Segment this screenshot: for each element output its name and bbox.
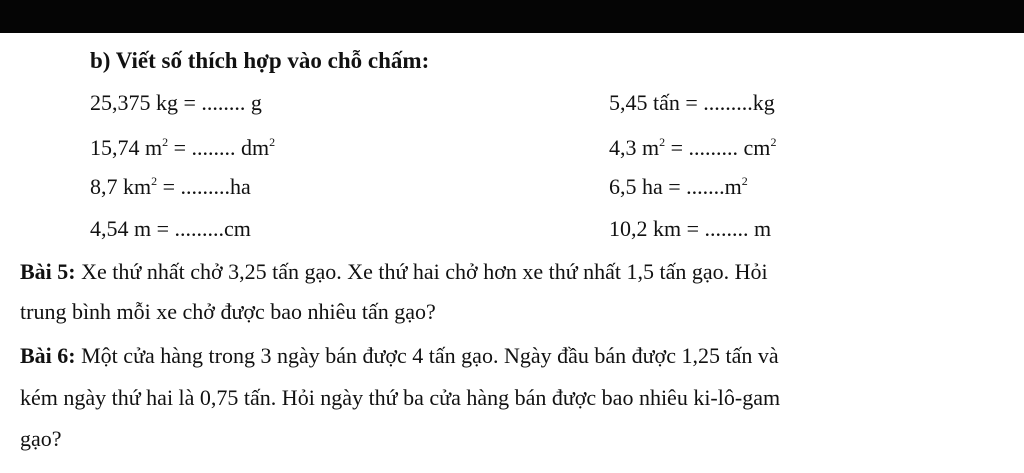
conversion-lhs: 8,7 km [90,174,152,199]
fill-blank: ....... [686,174,725,199]
conversion-unit: m [724,174,742,199]
problem-6-line-2: kém ngày thứ hai là 0,75 tấn. Hỏi ngày thứ ba cửa hàng bán được bao nhiêu ki-lô-gam [20,385,781,410]
conversion-row [609,134,776,162]
conversion-lhs: 5,45 tấn = [609,90,704,115]
conversion-row [609,215,771,243]
problem-5-text: Xe thứ nhất chở 3,25 tấn gạo. Xe thứ hai chở hơn xe thứ nhất 1,5 tấn gạo. Hỏi [75,259,768,284]
conversion-lhs: 4,3 m [609,135,660,160]
exponent: 2 [770,135,777,149]
problem-6-label: Bài 6: [20,343,76,368]
conversion-unit: cm [224,216,251,241]
conversion-row [90,89,262,117]
conversion-unit: g [245,90,262,115]
conversion-unit: kg [752,90,775,115]
problem-5-line-2: trung bình mỗi xe chở được bao nhiêu tấn gạo? [20,299,436,324]
conversion-lhs: 4,54 m = [90,216,175,241]
conversion-row [90,134,275,162]
exponent: 2 [269,135,276,149]
conversion-lhs: 15,74 m [90,135,163,160]
problem-5-label: Bài 5: [20,259,76,284]
exponent: 2 [741,174,748,188]
exponent: 2 [162,135,169,149]
fill-blank: ........ [201,90,246,115]
conversion-unit: dm [235,135,270,160]
conversion-unit: m [748,216,772,241]
fill-blank: ........ [704,216,749,241]
equals-sign: = [168,135,192,160]
problem-6-text: Một cửa hàng trong 3 ngày bán được 4 tấn gạo. Ngày đầu bán được 1,25 tấn và [75,343,779,368]
conversion-row [90,173,251,201]
exponent: 2 [659,135,666,149]
problem-5-line-1 [20,258,768,286]
conversion-row [90,215,251,243]
fill-blank: ......... [688,135,739,160]
equals-sign: = [157,174,181,199]
conversion-row [609,89,775,117]
fill-blank: ......... [174,216,225,241]
equals-sign: = [665,135,689,160]
conversion-lhs: 6,5 ha = [609,174,687,199]
fill-blank: ......... [703,90,753,115]
conversion-lhs: 10,2 km = [609,216,705,241]
problem-6-line-1 [20,342,779,370]
conversion-unit: cm [738,135,771,160]
conversion-lhs: 25,375 kg = [90,90,202,115]
conversion-row [609,173,748,201]
top-black-bar [0,0,1024,33]
conversion-unit: ha [230,174,251,199]
exponent: 2 [151,174,158,188]
part-b-heading: b) Viết số thích hợp vào chỗ chấm: [90,48,430,73]
fill-blank: ........ [191,135,236,160]
problem-6-line-3: gạo? [20,426,62,451]
fill-blank: ......... [180,174,231,199]
